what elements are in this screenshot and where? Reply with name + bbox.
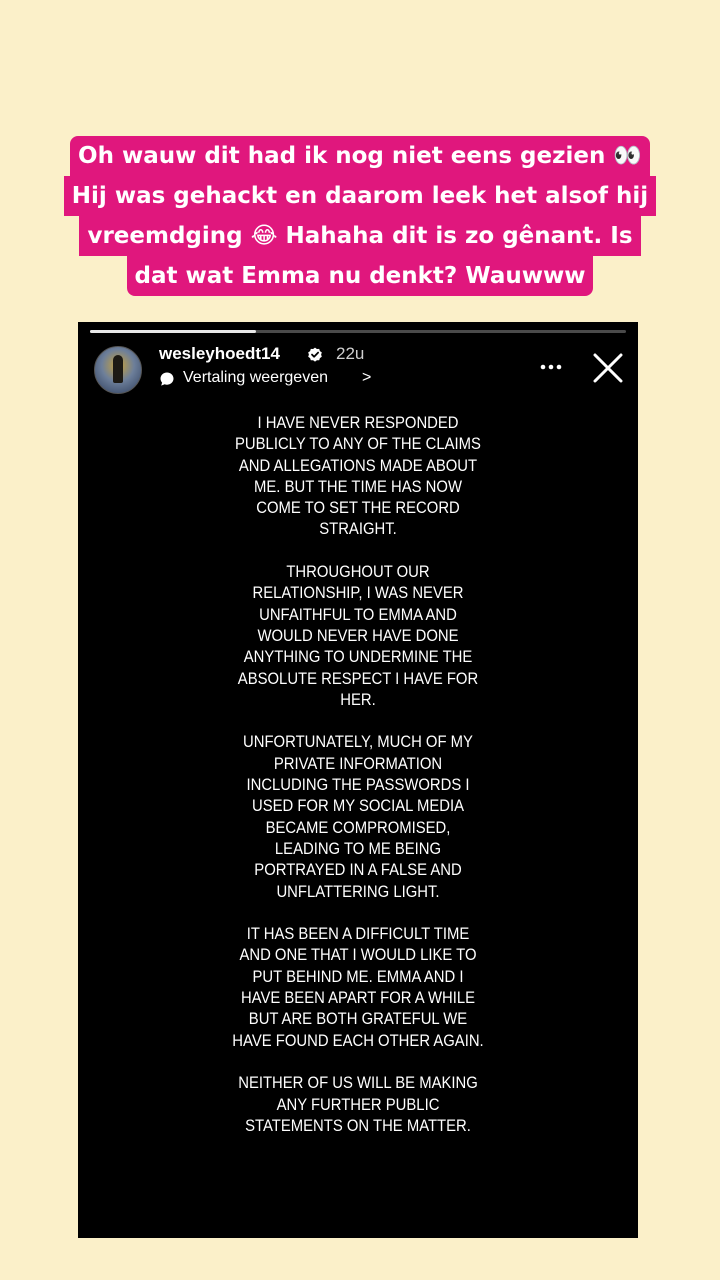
translate-bubble-icon[interactable] — [159, 371, 175, 387]
avatar[interactable] — [94, 346, 142, 394]
statement-paragraph: UNFORTUNATELY, MUCH OF MY PRIVATE INFORMATION INCLUDING THE PASSWORDS I USED FOR MY SOCIAL MEDIA BECAME COMPROMISED, LEADING TO ME BEING PORTRAYED IN A FALSE AND UNFLATTERING LIGHT. — [243, 733, 473, 901]
translate-chevron[interactable]: > — [362, 369, 372, 386]
post-time: 22u — [336, 344, 365, 363]
statement-paragraph: THROUGHOUT OUR RELATIONSHIP, I WAS NEVER UNFAITHFUL TO EMMA AND WOULD NEVER HAVE DONE ANYTHING TO UNDERMINE THE ABSOLUTE RESPECT I HAVE FOR HER. — [237, 563, 479, 709]
avatar-figure — [113, 355, 123, 383]
story-progress-bar — [90, 330, 626, 333]
caption-overlay — [0, 136, 720, 296]
caption-line-3: vreemdging 😂 Hahaha dit is zo gênant. Is — [79, 216, 640, 256]
username[interactable]: wesleyhoedt14 — [159, 344, 280, 363]
caption-line-2: Hij was gehackt en daarom leek het alsof hij — [64, 176, 656, 216]
story-screenshot — [78, 322, 638, 1238]
statement-paragraph: IT HAS BEEN A DIFFICULT TIME AND ONE THAT I WOULD LIKE TO PUT BEHIND ME. EMMA AND I HAVE BEEN APART FOR A WHILE BUT ARE BOTH GRATEFUL WE HAVE FOUND EACH OTHER AGAIN. — [232, 925, 484, 1050]
statement-paragraph: I HAVE NEVER RESPONDED PUBLICLY TO ANY OF THE CLAIMS AND ALLEGATIONS MADE ABOUT ME. BUT THE TIME HAS NOW COME TO SET THE RECORD STRAIGHT. — [235, 414, 481, 539]
statement-paragraph: NEITHER OF US WILL BE MAKING ANY FURTHER PUBLIC STATEMENTS ON THE MATTER. — [238, 1074, 478, 1135]
story-statement-text — [232, 413, 484, 1158]
caption-line-4: dat wat Emma nu denkt? Wauwww — [127, 256, 594, 296]
translate-link[interactable]: Vertaling weergeven — [183, 369, 328, 386]
verified-badge-icon — [307, 347, 323, 363]
story-progress-fill — [90, 330, 256, 333]
more-options-icon[interactable] — [538, 354, 564, 380]
close-icon[interactable] — [591, 351, 625, 385]
caption-line-1: Oh wauw dit had ik nog niet eens gezien 👀 — [70, 136, 650, 176]
